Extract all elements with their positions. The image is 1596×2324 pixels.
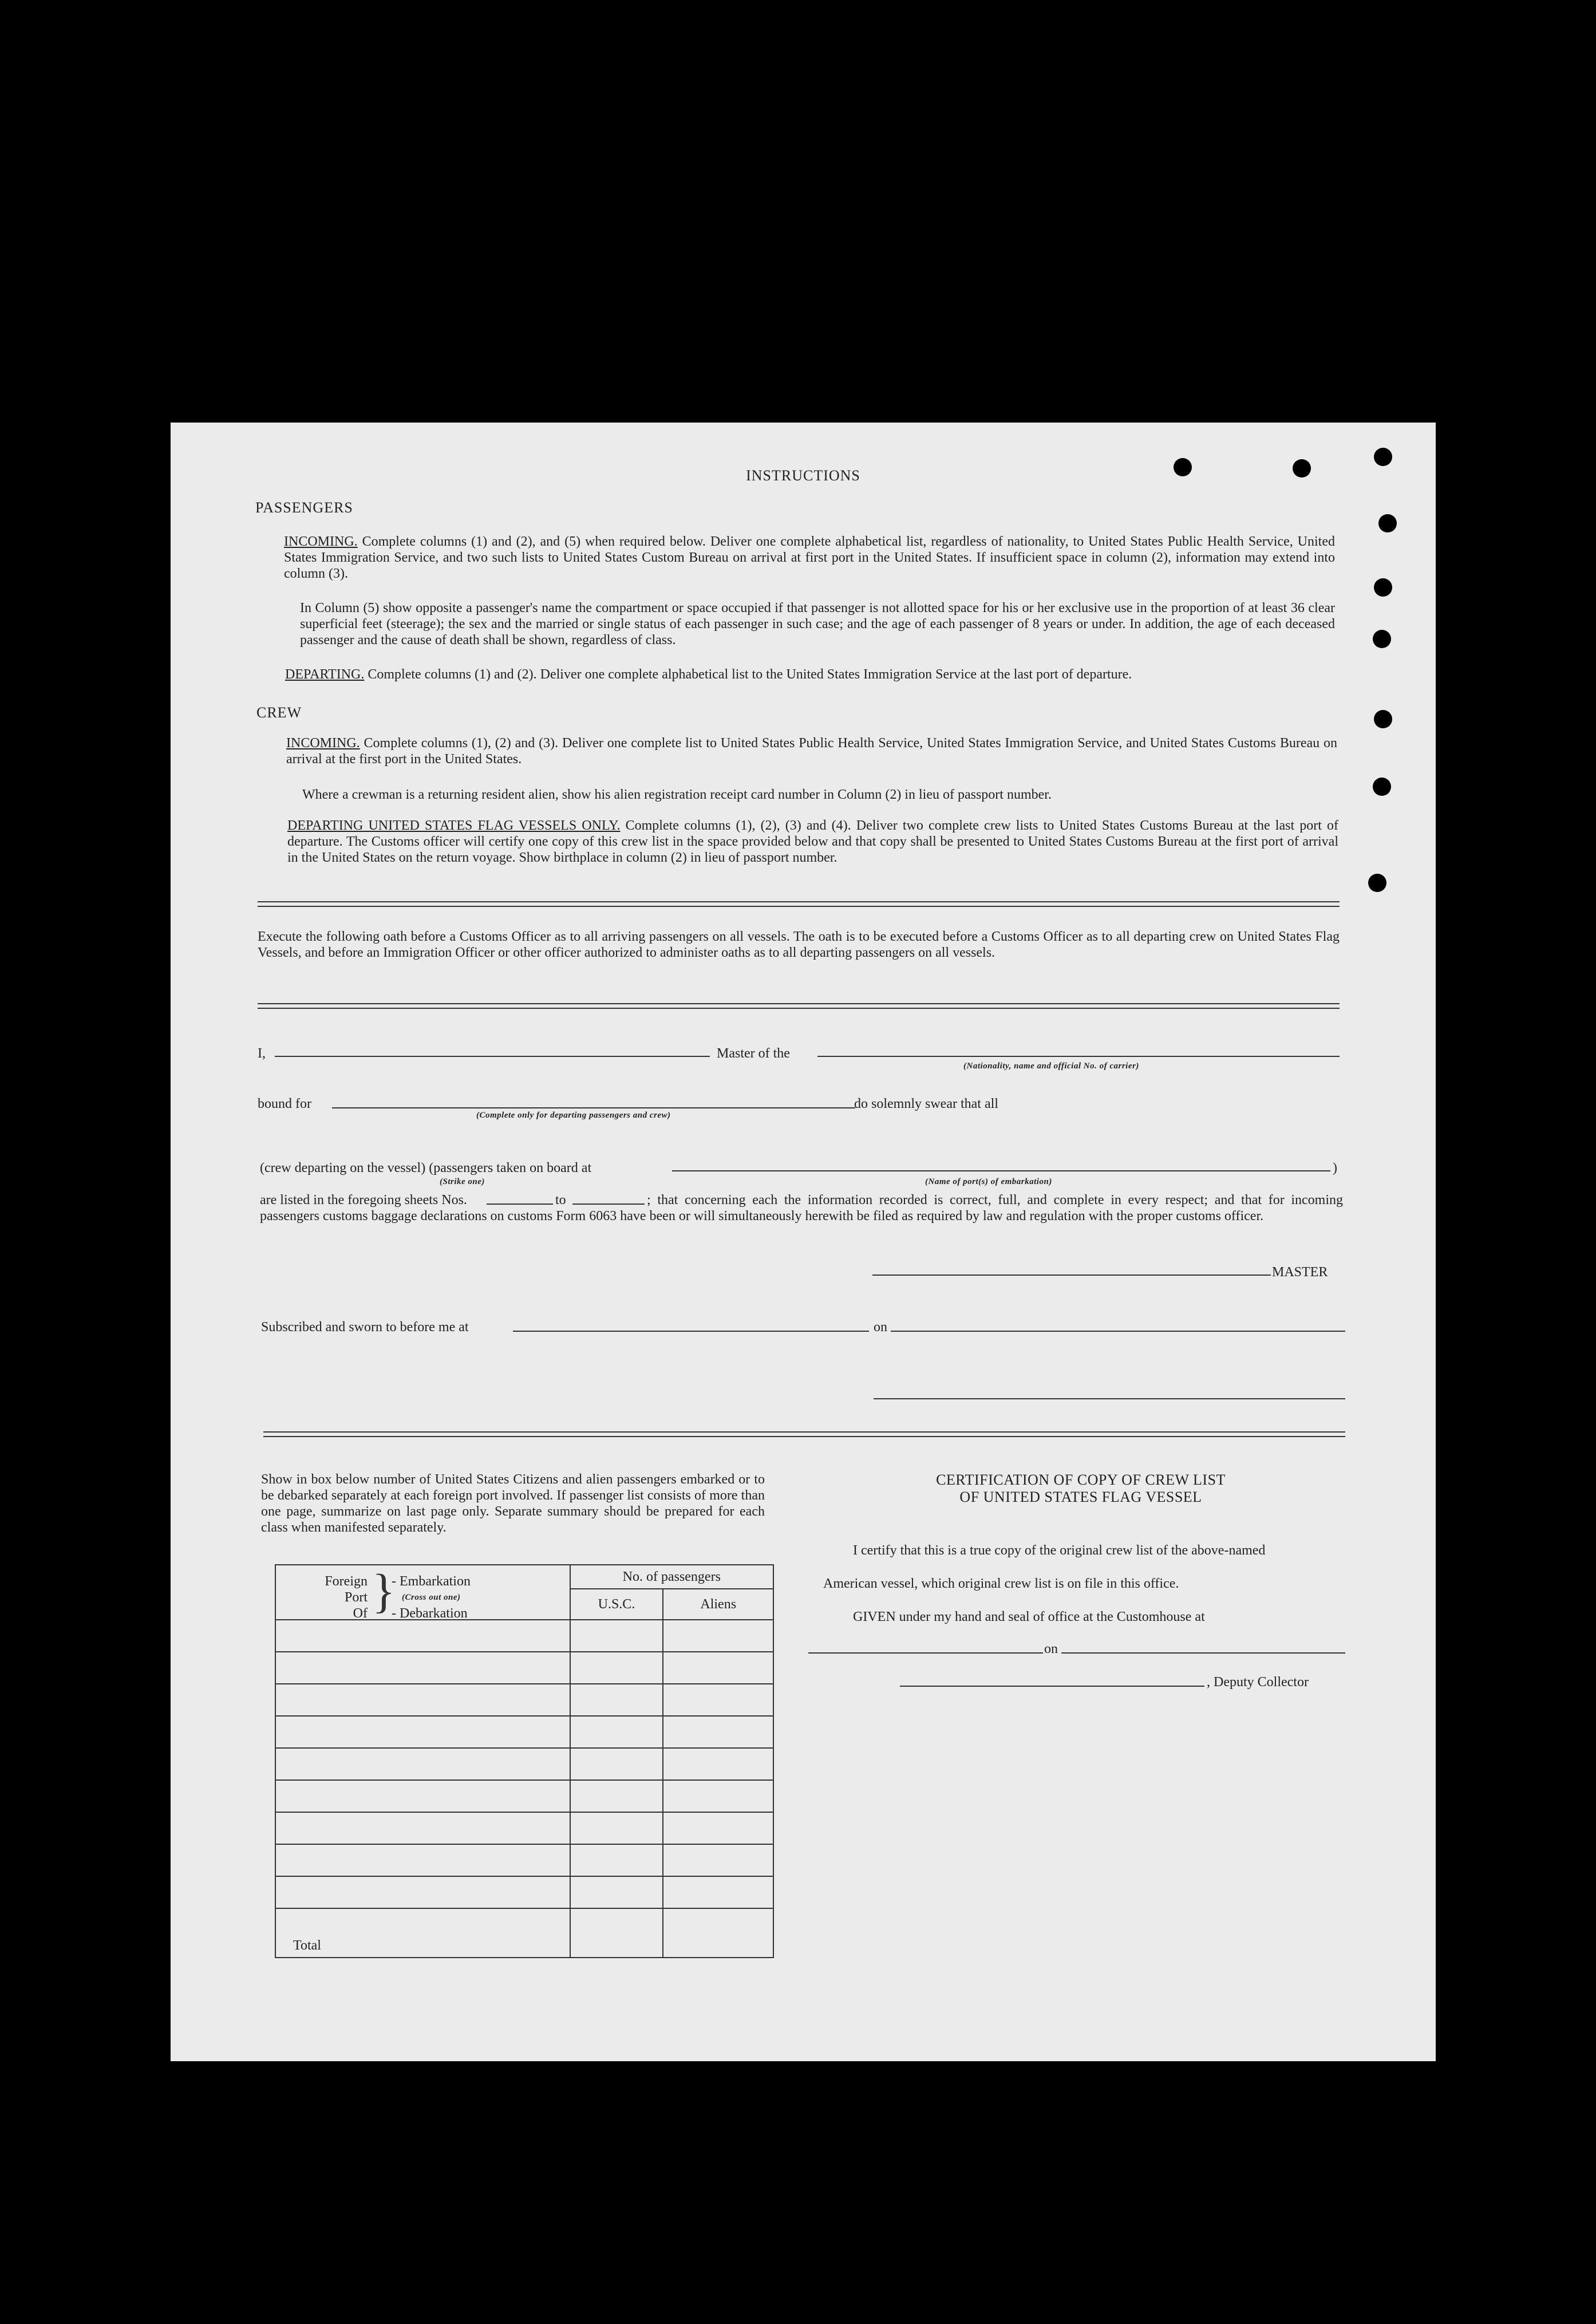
master-name-field[interactable] bbox=[275, 1056, 710, 1057]
aliens-cell[interactable] bbox=[663, 1748, 773, 1780]
crew-departing-text: Complete columns (1), (2), (3) and (4). Deliver two complete crew lists to United States Customs Bureau at the last port of departure. The Customs officer will certify one copy of this crew list in the space provided below and that copy shall be presented to United States Customs Bureau at the first port of arrival in the United States on the return voyage. Show birthplace in column (2) in lieu of passport number. bbox=[287, 818, 1339, 865]
punch-hole bbox=[1374, 710, 1392, 728]
cross-out-hint: (Cross out one) bbox=[402, 1593, 461, 1602]
bound-for-label: bound for bbox=[258, 1096, 311, 1111]
punch-hole bbox=[1378, 514, 1397, 532]
oath-i-label: I, bbox=[258, 1046, 266, 1061]
certification-title-2: OF UNITED STATES FLAG VESSEL bbox=[959, 1489, 1202, 1505]
embarkation-label: - Embarkation bbox=[392, 1574, 471, 1589]
master-label: MASTER bbox=[1272, 1265, 1328, 1280]
punch-hole bbox=[1373, 630, 1391, 648]
bound-for-hint: (Complete only for departing passengers and crew) bbox=[476, 1111, 671, 1120]
punch-hole bbox=[1374, 578, 1392, 597]
port-cell[interactable] bbox=[275, 1812, 570, 1844]
master-signature-field[interactable] bbox=[872, 1275, 1271, 1276]
aliens-cell[interactable] bbox=[663, 1716, 773, 1748]
usc-cell[interactable] bbox=[570, 1684, 663, 1716]
sworn-on-label: on bbox=[874, 1320, 887, 1335]
total-label: Total bbox=[275, 1908, 570, 1958]
usc-cell[interactable] bbox=[570, 1780, 663, 1812]
bound-for-field[interactable] bbox=[332, 1107, 855, 1108]
close-paren: ) bbox=[1333, 1161, 1337, 1175]
passengers-incoming bbox=[284, 534, 1335, 582]
aliens-cell[interactable] bbox=[663, 1620, 773, 1652]
deputy-collector-label: , Deputy Collector bbox=[1207, 1675, 1309, 1690]
passengers-incoming-label: INCOMING. bbox=[284, 534, 358, 549]
punch-hole bbox=[1374, 448, 1392, 466]
port-cell[interactable] bbox=[275, 1652, 570, 1684]
usc-cell[interactable] bbox=[570, 1652, 663, 1684]
usc-cell[interactable] bbox=[570, 1876, 663, 1908]
certification-text-1: I certify that this is a true copy of the original crew list of the above-named bbox=[853, 1543, 1266, 1558]
aliens-cell[interactable] bbox=[663, 1652, 773, 1684]
aliens-header: Aliens bbox=[663, 1589, 773, 1620]
deputy-signature-field[interactable] bbox=[900, 1686, 1204, 1687]
passengers-column5-text: In Column (5) show opposite a passenger's name the compartment or space occupied if that passenger is not allotted space for his or her exclusive use in the proportion of at least 36 clear superficial feet (steerage); the sex and the married or single status of each passenger in such case; and the age of each passenger of 8 years or under. In addition, the age of each deceased passenger and the cause of death shall be shown, regardless of class. bbox=[300, 601, 1335, 648]
usc-header: U.S.C. bbox=[570, 1589, 663, 1620]
aliens-cell[interactable] bbox=[663, 1684, 773, 1716]
passengers-departing bbox=[285, 666, 1336, 682]
foreign-label: Foreign bbox=[325, 1574, 368, 1589]
passengers-incoming-text: Complete columns (1) and (2), and (5) when required below. Deliver one complete alphabetical list, regardless of nationality, to United States Public Health Service, United States Immigration Service, and two such lists to United States Custom Bureau on arrival at first port in the United States. If insufficient space in column (2), information may extend into column (3). bbox=[284, 534, 1335, 581]
double-rule bbox=[258, 901, 1340, 907]
crew-heading: CREW bbox=[256, 704, 302, 721]
certification-given: GIVEN under my hand and seal of office at the Customhouse at bbox=[853, 1609, 1205, 1624]
listed-sheets-b: ; that concerning each the information recorded is correct, full, and complete in every respect; and that for incoming passengers customs baggage declarations on customs Form 6063 have been or will simultaneously herewith be filed as required by law and regulation with the proper customs officer. bbox=[260, 1193, 1343, 1224]
passengers-heading: PASSENGERS bbox=[255, 499, 353, 516]
usc-cell[interactable] bbox=[570, 1716, 663, 1748]
no-passengers-header: No. of passengers bbox=[570, 1565, 773, 1589]
aliens-total-cell[interactable] bbox=[663, 1908, 773, 1958]
aliens-cell[interactable] bbox=[663, 1876, 773, 1908]
port-cell[interactable] bbox=[275, 1780, 570, 1812]
usc-cell[interactable] bbox=[570, 1748, 663, 1780]
crew-incoming-label: INCOMING. bbox=[286, 736, 360, 751]
port-cell[interactable] bbox=[275, 1876, 570, 1908]
crew-resident-text: Where a crewman is a returning resident alien, show his alien registration receipt card number in Column (2) in lieu of passport number. bbox=[302, 787, 1052, 802]
sworn-place-field[interactable] bbox=[513, 1331, 869, 1332]
aliens-cell[interactable] bbox=[663, 1812, 773, 1844]
subscribed-text: Subscribed and sworn to before me at bbox=[261, 1320, 469, 1335]
master-of-label: Master of the bbox=[717, 1046, 790, 1061]
usc-cell[interactable] bbox=[570, 1620, 663, 1652]
listed-sheets-a: are listed in the foregoing sheets Nos. bbox=[260, 1193, 467, 1208]
oath-intro: Execute the following oath before a Customs Officer as to all arriving passengers on all vessels. The oath is to be executed before a Customs Officer as to all departing crew on United States Flag Vessels, and before an Immigration Officer or other officer authorized to administer oaths as to all departing passengers on all vessels. bbox=[258, 929, 1340, 960]
passengers-departing-label: DEPARTING. bbox=[285, 667, 365, 682]
summary-instructions: Show in box below number of United States Citizens and alien passengers embarked or to be debarked separately at each foreign port involved. If passenger list consists of more than one page, summarize on last page only. Separate summary should be prepared for each class when manifested separately. bbox=[261, 1472, 765, 1535]
usc-cell[interactable] bbox=[570, 1812, 663, 1844]
ports-hint: (Name of port(s) of embarkation) bbox=[925, 1177, 1052, 1186]
crew-departing-label: DEPARTING UNITED STATES FLAG VESSELS ONLY. bbox=[287, 818, 621, 833]
passengers-departing-text: Complete columns (1) and (2). Deliver one complete alphabetical list to the United States Immigration Service at the last port of departure. bbox=[368, 667, 1132, 682]
port-cell[interactable] bbox=[275, 1844, 570, 1876]
port-header-cell bbox=[275, 1565, 570, 1620]
punch-hole bbox=[1368, 874, 1386, 892]
crew-departing-text: (crew departing on the vessel) (passengers taken on board at bbox=[260, 1161, 592, 1175]
officer-signature-field[interactable] bbox=[874, 1398, 1345, 1399]
port-cell[interactable] bbox=[275, 1620, 570, 1652]
crew-departing bbox=[287, 818, 1338, 866]
certification-on-label: on bbox=[1044, 1642, 1058, 1656]
usc-cell[interactable] bbox=[570, 1844, 663, 1876]
crew-incoming bbox=[286, 735, 1337, 767]
port-cell[interactable] bbox=[275, 1684, 570, 1716]
to-label: to bbox=[555, 1193, 566, 1208]
aliens-cell[interactable] bbox=[663, 1780, 773, 1812]
customhouse-place-field[interactable] bbox=[808, 1652, 1043, 1654]
crew-incoming-text: Complete columns (1), (2) and (3). Deliver one complete list to United States Public Health Service, United States Immigration Service, and United States Customs Bureau on arrival at the first port in the United States. bbox=[286, 736, 1337, 767]
form-sheet bbox=[171, 423, 1436, 2061]
page-title: INSTRUCTIONS bbox=[746, 467, 860, 484]
double-rule bbox=[263, 1431, 1345, 1437]
punch-hole bbox=[1373, 778, 1391, 796]
of-label: Of bbox=[353, 1606, 368, 1621]
certification-title-1: CERTIFICATION OF COPY OF CREW LIST bbox=[936, 1471, 1226, 1488]
port-cell[interactable] bbox=[275, 1716, 570, 1748]
aliens-cell[interactable] bbox=[663, 1844, 773, 1876]
strike-hint: (Strike one) bbox=[440, 1177, 485, 1186]
nationality-hint: (Nationality, name and official No. of carrier) bbox=[963, 1062, 1139, 1071]
brace-icon: } bbox=[372, 1565, 396, 1618]
sworn-date-field[interactable] bbox=[891, 1331, 1345, 1332]
port-of-embarkation-field[interactable] bbox=[672, 1170, 1330, 1171]
debarkation-label: - Debarkation bbox=[392, 1606, 468, 1621]
port-label: Port bbox=[344, 1590, 368, 1605]
port-cell[interactable] bbox=[275, 1748, 570, 1780]
double-rule bbox=[258, 1003, 1340, 1009]
passenger-summary-table bbox=[275, 1564, 774, 1958]
certification-text-2: American vessel, which original crew list is on file in this office. bbox=[823, 1576, 1179, 1591]
swear-text: do solemnly swear that all bbox=[854, 1096, 998, 1111]
vessel-name-field[interactable] bbox=[817, 1056, 1340, 1057]
usc-total-cell[interactable] bbox=[570, 1908, 663, 1958]
certification-date-field[interactable] bbox=[1061, 1652, 1345, 1654]
